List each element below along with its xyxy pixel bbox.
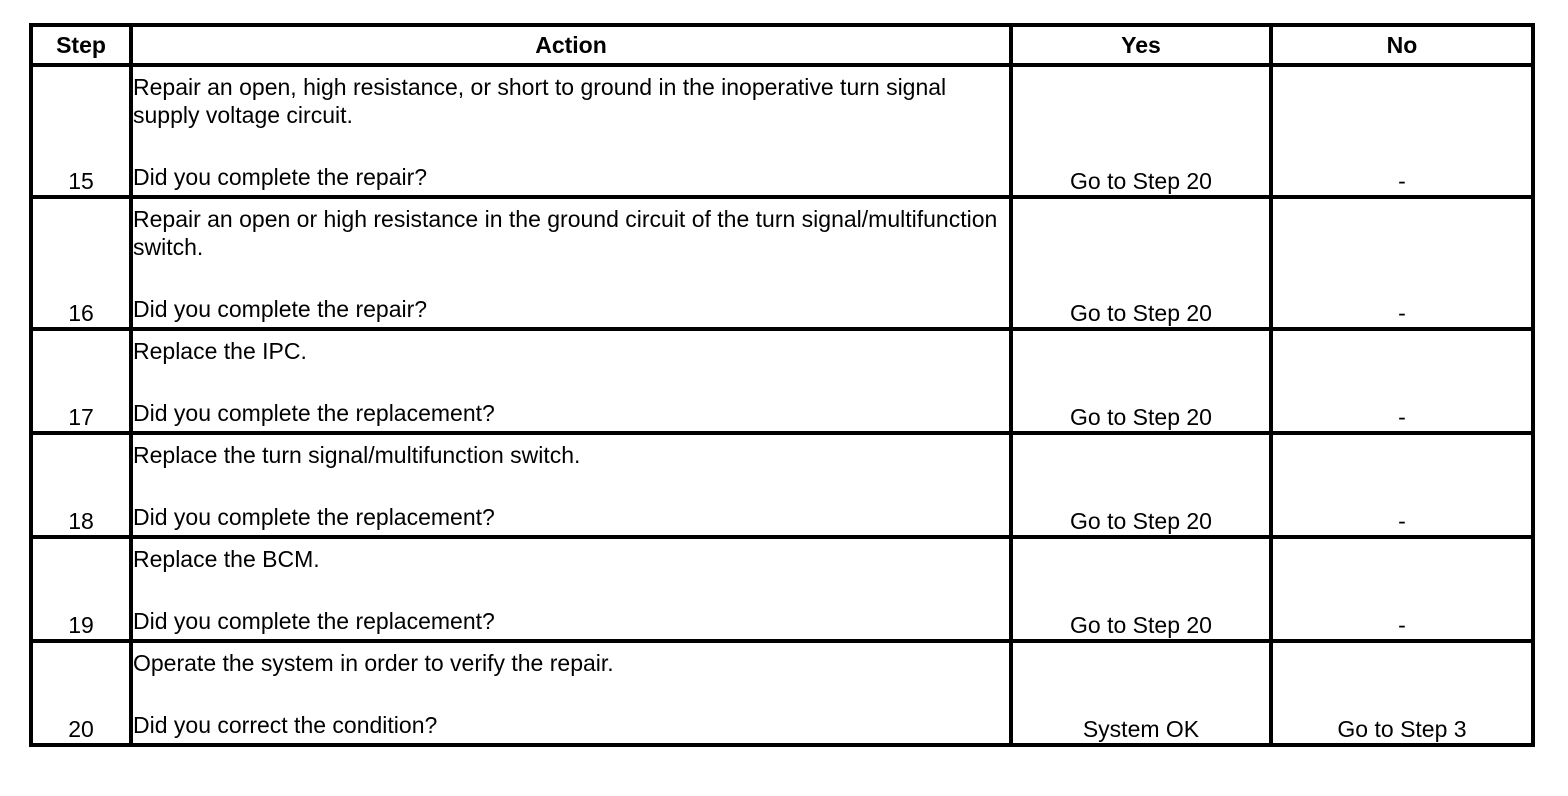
action-text: Operate the system in order to verify the repair. xyxy=(133,650,614,676)
step-number: 19 xyxy=(31,537,131,641)
question-text: Did you complete the replacement? xyxy=(133,504,495,530)
yes-result: Go to Step 20 xyxy=(1011,65,1271,197)
table-row xyxy=(31,329,1533,433)
question-text: Did you complete the repair? xyxy=(133,164,428,190)
action-text: Repair an open or high resistance in the ground circuit of the turn signal/multifunction switch. xyxy=(133,206,998,260)
yes-result: System OK xyxy=(1011,641,1271,745)
table-row xyxy=(31,537,1533,641)
table-row xyxy=(31,65,1533,197)
question-text: Did you correct the condition? xyxy=(133,712,438,738)
question-text: Did you complete the repair? xyxy=(133,296,428,322)
no-result: - xyxy=(1271,65,1533,197)
yes-result: Go to Step 20 xyxy=(1011,433,1271,537)
header-yes: Yes xyxy=(1011,25,1271,65)
table-row xyxy=(31,197,1533,329)
step-number: 17 xyxy=(31,329,131,433)
action-cell xyxy=(131,641,1011,745)
action-text: Replace the turn signal/multifunction switch. xyxy=(133,442,581,468)
no-result: Go to Step 3 xyxy=(1271,641,1533,745)
table-row xyxy=(31,641,1533,745)
step-number: 16 xyxy=(31,197,131,329)
header-step: Step xyxy=(31,25,131,65)
no-result: - xyxy=(1271,329,1533,433)
question-text: Did you complete the replacement? xyxy=(133,608,495,634)
yes-result: Go to Step 20 xyxy=(1011,537,1271,641)
action-text: Replace the BCM. xyxy=(133,546,320,572)
yes-result: Go to Step 20 xyxy=(1011,329,1271,433)
header-row xyxy=(31,25,1533,65)
action-cell xyxy=(131,197,1011,329)
table-row xyxy=(31,433,1533,537)
step-number: 15 xyxy=(31,65,131,197)
action-text: Replace the IPC. xyxy=(133,338,307,364)
yes-result: Go to Step 20 xyxy=(1011,197,1271,329)
action-cell xyxy=(131,65,1011,197)
question-text: Did you complete the replacement? xyxy=(133,400,495,426)
step-number: 18 xyxy=(31,433,131,537)
no-result: - xyxy=(1271,197,1533,329)
no-result: - xyxy=(1271,537,1533,641)
header-action: Action xyxy=(131,25,1011,65)
header-no: No xyxy=(1271,25,1533,65)
action-cell xyxy=(131,329,1011,433)
step-number: 20 xyxy=(31,641,131,745)
action-text: Repair an open, high resistance, or short to ground in the inoperative turn signal supply voltage circuit. xyxy=(133,74,947,128)
action-cell xyxy=(131,433,1011,537)
diagnostic-table xyxy=(29,23,1535,747)
no-result: - xyxy=(1271,433,1533,537)
action-cell xyxy=(131,537,1011,641)
